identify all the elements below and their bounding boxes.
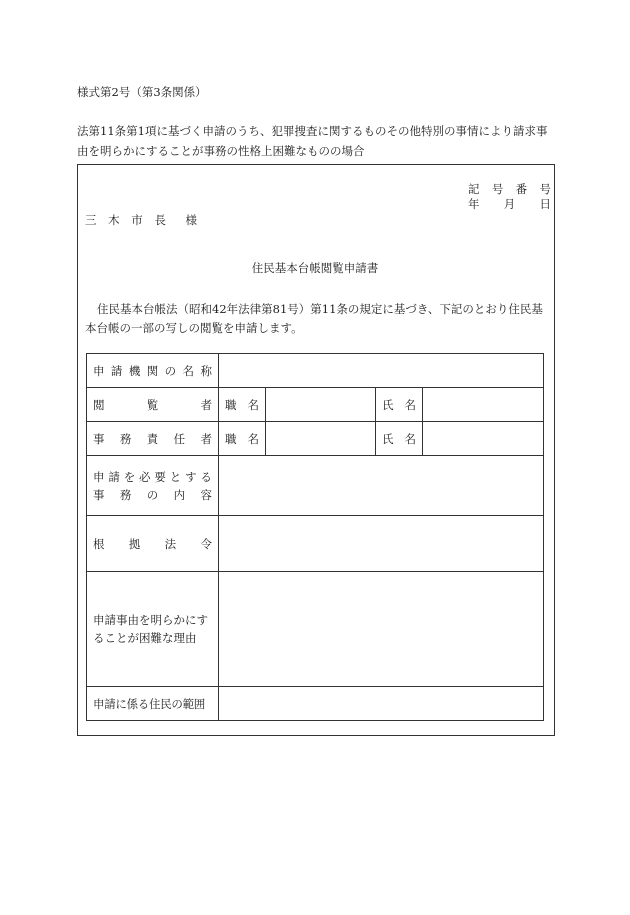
row-purpose	[87, 456, 544, 516]
label-difficulty-reason: 申請事由を明らかにすることが困難な理由	[87, 572, 219, 687]
field-responsible-name[interactable]	[423, 422, 544, 456]
field-purpose[interactable]	[219, 456, 544, 516]
label-responsible-name: 氏 名	[376, 422, 423, 456]
field-applicant-org[interactable]	[219, 354, 544, 388]
label-residents-scope: 申請に係る住民の範囲	[87, 687, 219, 721]
field-legal-basis[interactable]	[219, 516, 544, 572]
field-residents-scope[interactable]	[219, 687, 544, 721]
label-viewer: 閲 覧 者	[87, 388, 219, 422]
field-difficulty-reason[interactable]	[219, 572, 544, 687]
row-viewer	[87, 388, 544, 422]
row-legal-basis	[87, 516, 544, 572]
row-difficulty-reason	[87, 572, 544, 687]
addressee: 三 木 市 長 様	[85, 213, 201, 227]
field-viewer-position[interactable]	[266, 388, 376, 422]
record-number: 記 号 番 号	[468, 182, 551, 196]
label-applicant-org: 申 請 機 関 の 名 称	[87, 354, 219, 388]
label-responsible-position: 職 名	[219, 422, 266, 456]
label-viewer-name: 氏 名	[376, 388, 423, 422]
label-legal-basis: 根 拠 法 令	[87, 516, 219, 572]
row-responsible	[87, 422, 544, 456]
row-residents-scope	[87, 687, 544, 721]
label-purpose: 申 請 を 必 要 と す る 事 務 の 内 容	[87, 456, 219, 516]
document-title: 住民基本台帳閲覧申請書	[251, 261, 379, 275]
label-responsible: 事 務 責 任 者	[87, 422, 219, 456]
row-applicant-org	[87, 354, 544, 388]
body-text: 住民基本台帳法（昭和42年法律第81号）第11条の規定に基づき、下記のとおり住民基本台帳の一部の写しの閲覧を申請します。	[85, 302, 543, 335]
date-line: 年 月 日	[468, 197, 551, 211]
application-table	[86, 353, 544, 721]
label-viewer-position: 職 名	[219, 388, 266, 422]
intro-text: 法第11条第1項に基づく申請のうち、犯罪捜査に関するものその他特別の事情により請求事由を明らかにすることが事務の性格上困難なものの場合	[77, 124, 548, 158]
form-number: 様式第2号（第3条関係）	[77, 85, 207, 99]
field-viewer-name[interactable]	[423, 388, 544, 422]
field-responsible-position[interactable]	[266, 422, 376, 456]
